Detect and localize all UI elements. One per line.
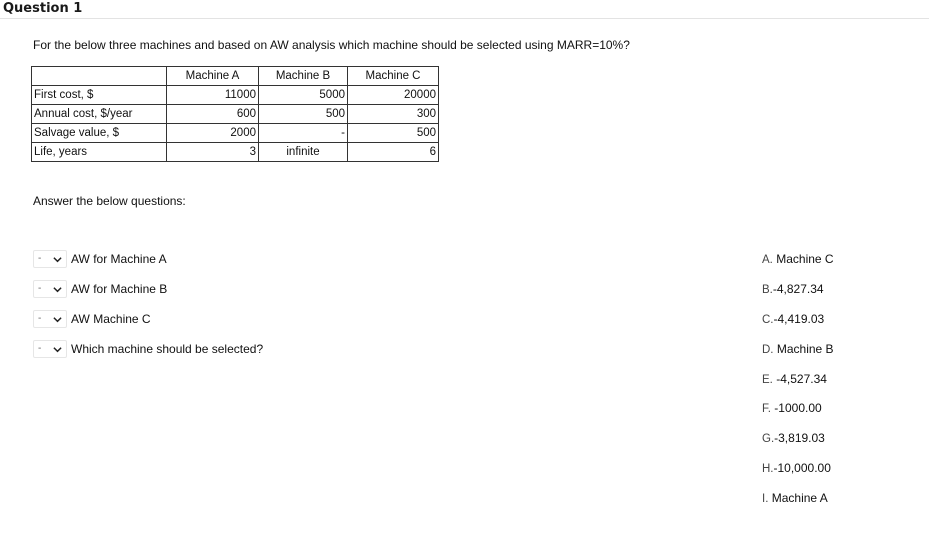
answer-option	[762, 311, 824, 327]
option-text: -4,827.34	[772, 282, 824, 296]
question-title: Question 1	[3, 1, 83, 16]
match-label: AW for Machine B	[71, 282, 168, 296]
option-text: Machine A	[771, 491, 828, 505]
cell-machine-a: 600	[167, 105, 259, 124]
chevron-down-icon	[53, 345, 62, 354]
match-row-aw-machine-a	[33, 249, 167, 269]
cell-machine-c: 6	[348, 143, 439, 162]
cell-machine-b: 5000	[259, 86, 348, 105]
cell-machine-c: 20000	[348, 86, 439, 105]
answer-select[interactable]	[33, 280, 67, 298]
match-row-aw-machine-c	[33, 309, 151, 329]
row-label: Salvage value, $	[32, 124, 167, 143]
machine-data-table	[31, 66, 439, 162]
option-text: -10,000.00	[773, 461, 831, 475]
match-label: Which machine should be selected?	[71, 342, 264, 356]
row-label: Annual cost, $/year	[32, 105, 167, 124]
table-row	[32, 86, 439, 105]
option-letter: G.	[762, 433, 775, 445]
row-label: First cost, $	[32, 86, 167, 105]
answer-select[interactable]	[33, 250, 67, 268]
answer-option	[762, 251, 834, 267]
option-text: Machine B	[776, 342, 834, 356]
question-header	[0, 0, 929, 19]
select-value: -	[38, 283, 42, 294]
answer-option	[762, 371, 827, 387]
answer-select[interactable]	[33, 340, 67, 358]
match-label: AW Machine C	[71, 312, 151, 326]
answer-select[interactable]	[33, 310, 67, 328]
answer-option	[762, 490, 828, 506]
option-letter: A.	[762, 254, 773, 266]
option-text: Machine C	[776, 252, 834, 266]
answer-instructions: Answer the below questions:	[33, 194, 186, 208]
match-row-aw-machine-b	[33, 279, 167, 299]
cell-machine-c: 500	[348, 124, 439, 143]
cell-machine-b: infinite	[259, 143, 348, 162]
option-text: -1000.00	[774, 401, 822, 415]
question-prompt: For the below three machines and based on AW analysis which machine should be selected using MARR=10%?	[33, 38, 630, 52]
chevron-down-icon	[53, 285, 62, 294]
answer-option	[762, 430, 825, 446]
cell-machine-b: 500	[259, 105, 348, 124]
table-row	[32, 143, 439, 162]
option-letter: C.	[762, 314, 774, 326]
match-label: AW for Machine A	[71, 252, 167, 266]
chevron-down-icon	[53, 315, 62, 324]
answer-option	[762, 460, 831, 476]
row-label: Life, years	[32, 143, 167, 162]
cell-machine-a: 2000	[167, 124, 259, 143]
match-row-selected-machine	[33, 339, 263, 359]
cell-machine-c: 300	[348, 105, 439, 124]
option-letter: B.	[762, 284, 773, 296]
select-value: -	[38, 253, 42, 264]
answer-option	[762, 281, 824, 297]
cell-machine-a: 11000	[167, 86, 259, 105]
cell-machine-a: 3	[167, 143, 259, 162]
table-row	[32, 105, 439, 124]
select-value: -	[38, 343, 42, 354]
table-header-row	[32, 67, 439, 86]
option-letter: D.	[762, 344, 774, 356]
option-letter: F.	[762, 403, 771, 415]
table-header-cell: Machine A	[167, 67, 259, 86]
select-value: -	[38, 313, 42, 324]
table-header-cell: Machine B	[259, 67, 348, 86]
table-header-cell	[32, 67, 167, 86]
chevron-down-icon	[53, 255, 62, 264]
table-row	[32, 124, 439, 143]
answer-option	[762, 400, 822, 416]
answer-option	[762, 341, 834, 357]
option-letter: H.	[762, 463, 774, 475]
cell-machine-b: -	[259, 124, 348, 143]
table-header-cell: Machine C	[348, 67, 439, 86]
option-text: -3,819.03	[774, 431, 825, 445]
option-letter: E.	[762, 374, 773, 386]
option-letter: I.	[762, 493, 769, 505]
option-text: -4,527.34	[776, 372, 827, 386]
option-text: -4,419.03	[773, 312, 825, 326]
